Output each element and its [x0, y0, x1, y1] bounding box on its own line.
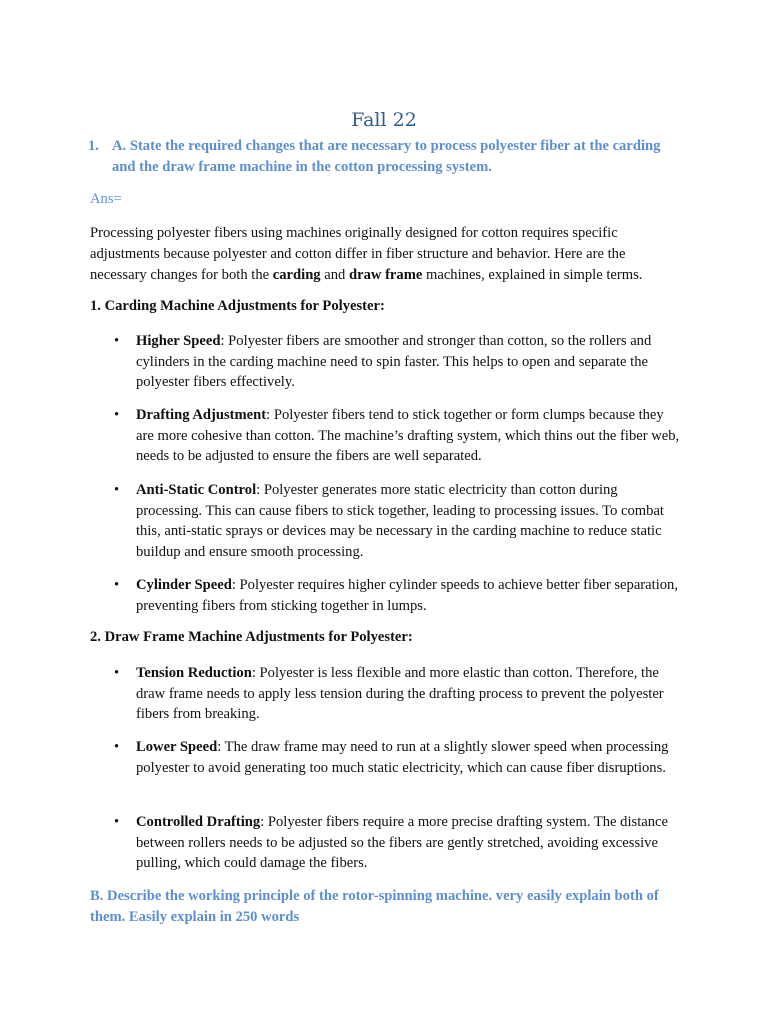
intro-text-1: Processing polyester fibers using machines originally designed for cotton requires specific adjustments because polyester and cotton differ in fiber structure and behavior. Here are the necessary changes for both the	[90, 225, 626, 283]
bullet-icon: •	[114, 407, 120, 423]
list-item	[114, 812, 681, 874]
bullet-text: : Polyester generates more static electricity than cotton during processing. This can cause fibers to stick together, leading to processing issues. To combat this, anti-static sprays or devices may be necessary in the carding machine to reduce static buildup and ensure smooth processing.	[136, 482, 664, 560]
answer-label: Ans=	[90, 191, 122, 207]
question-number: 1.	[88, 138, 99, 154]
bullet-term: Lower Speed	[136, 739, 218, 755]
intro-text-2: and	[320, 267, 349, 283]
bullet-text: : Polyester fibers require a more precise drafting system. The distance between rollers needs to be adjusted so the fibers are gently stretched, avoiding excessive pulling, which could damage the fibers.	[136, 814, 669, 871]
section-heading-draw-frame: 2. Draw Frame Machine Adjustments for Polyester:	[90, 629, 413, 645]
bullet-text: : Polyester requires higher cylinder speeds to achieve better fiber separation, preventing fibers from sticking together in lumps.	[136, 577, 678, 614]
intro-bold-draw-frame: draw frame	[348, 267, 423, 283]
intro-bold-carding: carding	[272, 267, 321, 283]
bullet-term: Anti-Static Control	[136, 482, 257, 498]
list-item	[114, 663, 681, 725]
list-item	[114, 480, 681, 562]
page-title: Fall 22	[351, 109, 417, 131]
list-item	[114, 405, 681, 467]
intro-text-3: machines, explained in simple terms.	[422, 267, 643, 283]
bullet-term: Controlled Drafting	[136, 814, 261, 830]
bullet-text: : Polyester fibers are smoother and stronger than cotton, so the rollers and cylinders in the carding machine need to spin faster. This helps to open and separate the polyester fibers effectively.	[136, 333, 652, 390]
bullet-term: Higher Speed	[136, 333, 221, 349]
bullet-term: Cylinder Speed	[136, 577, 232, 593]
intro-paragraph	[90, 223, 680, 286]
list-item	[114, 575, 681, 616]
bullet-text: : The draw frame may need to run at a slightly slower speed when processing polyester to avoid generating too much static electricity, which can cause fiber disruptions.	[136, 739, 669, 776]
question-b: B. Describe the working principle of the rotor-spinning machine. very easily explain both of them. Easily explain in 250 words	[90, 888, 659, 925]
question-a-text: A. State the required changes that are necessary to process polyester fiber at the carding and the draw frame machine in the cotton processing system.	[112, 138, 661, 175]
question-a	[88, 136, 682, 178]
bullet-text: : Polyester is less flexible and more elastic than cotton. Therefore, the draw frame needs to apply less tension during the drafting process to prevent the polyester fibers from breaking.	[136, 665, 664, 722]
bullet-icon: •	[114, 665, 120, 681]
bullet-icon: •	[114, 333, 120, 349]
bullet-term: Tension Reduction	[136, 665, 252, 681]
list-item	[114, 331, 681, 393]
bullet-icon: •	[114, 814, 120, 830]
bullet-icon: •	[114, 739, 120, 755]
list-item	[114, 737, 681, 778]
bullet-term: Drafting Adjustment	[136, 407, 267, 423]
bullet-icon: •	[114, 577, 120, 593]
bullet-text: : Polyester fibers tend to stick together or form clumps because they are more cohesive than cotton. The machine’s drafting system, which thins out the fiber web, needs to be adjusted to ensure the fibers are well separated.	[136, 407, 680, 464]
bullet-icon: •	[114, 482, 120, 498]
section-heading-carding: 1. Carding Machine Adjustments for Polyester:	[90, 298, 385, 314]
